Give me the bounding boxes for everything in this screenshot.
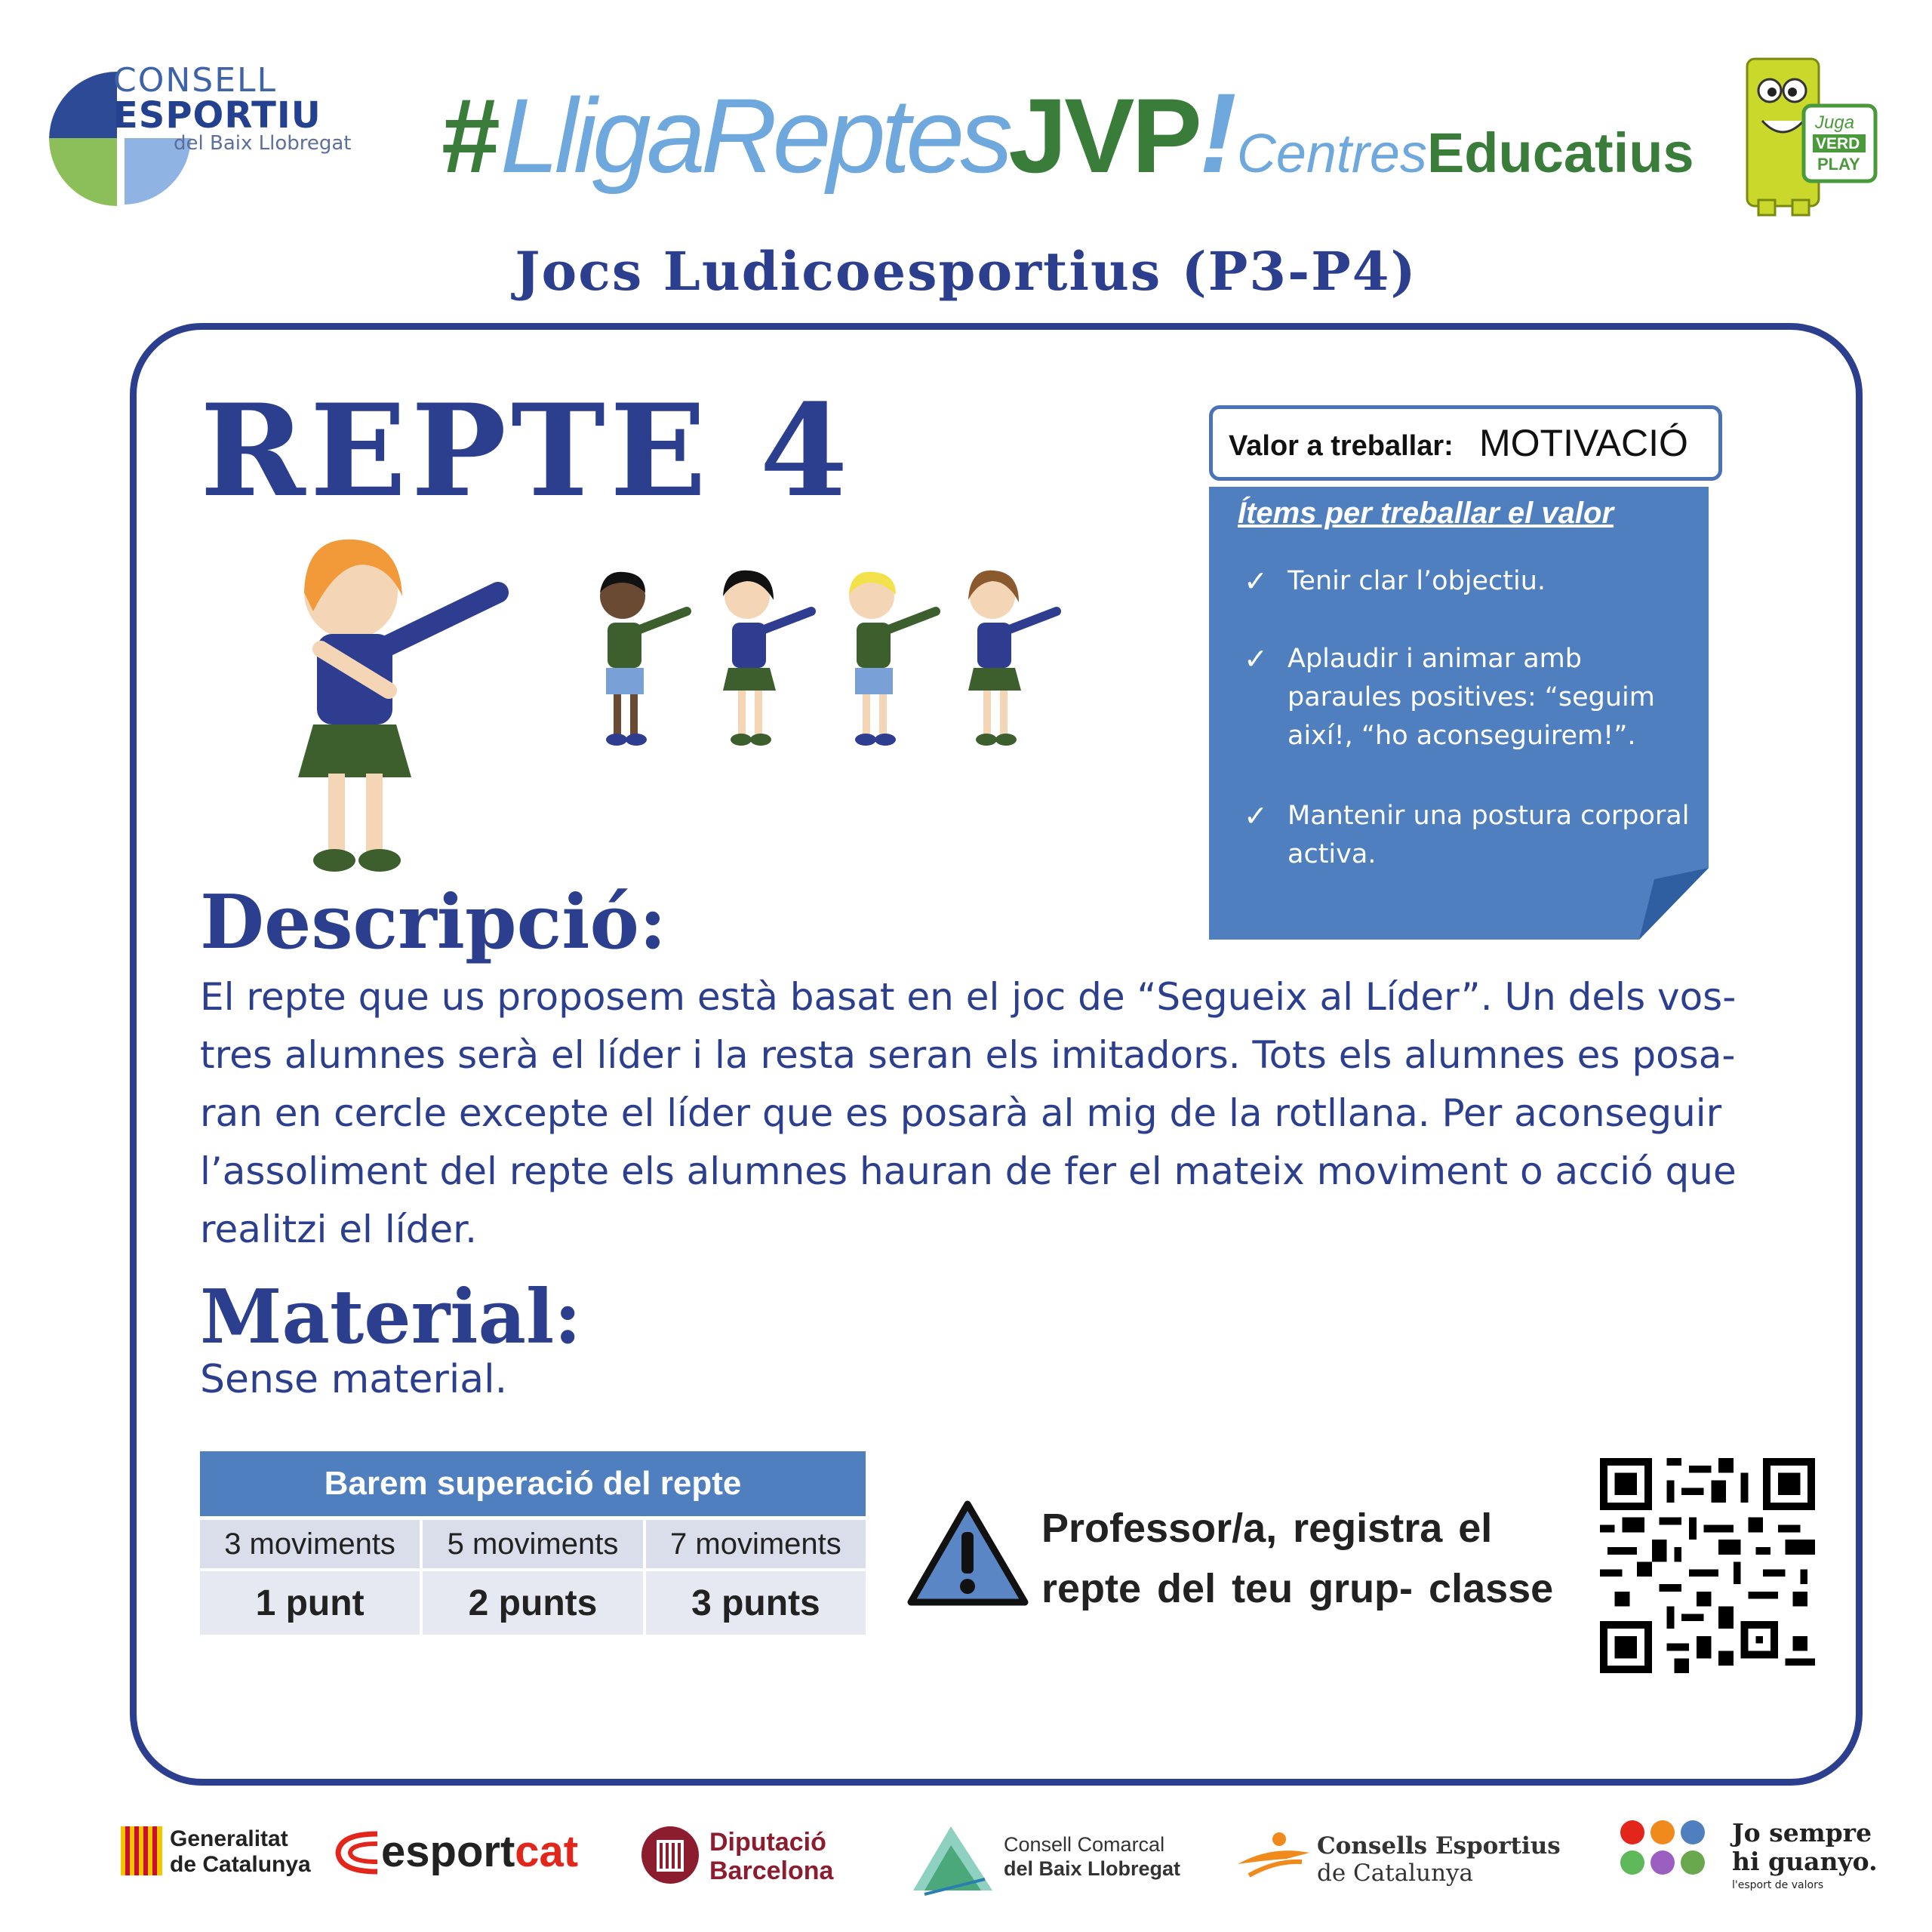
- kid-4: [968, 571, 1057, 746]
- consell-comarcal-logo-icon: [909, 1823, 996, 1898]
- kid-2: [723, 571, 811, 746]
- consell-comarcal-line2: del Baix Llobregat: [1004, 1857, 1181, 1880]
- consell-line2: ESPORTIU: [113, 94, 321, 137]
- diputacio-line2: Barcelona: [709, 1857, 834, 1885]
- description-line: l’assoliment del repte els alumnes hauran de fer el mateix moviment o acció que: [200, 1149, 1737, 1193]
- generalitat-text: [170, 1826, 311, 1878]
- generalitat-logo-icon: [121, 1826, 162, 1875]
- item-1-text: Tenir clar l’objectiu.: [1287, 566, 1546, 596]
- diputacio-text: [709, 1828, 833, 1885]
- jo-sempre-hi-guanyo-text: [1732, 1819, 1878, 1876]
- hashtag-symbol: #: [441, 76, 500, 195]
- kid-1: [600, 572, 687, 746]
- item-2: [1238, 640, 1698, 755]
- jo-sempre-hi-guanyo-dots: [1619, 1819, 1724, 1902]
- mascot-juga: Juga: [1815, 112, 1855, 133]
- material-text: Sense material.: [200, 1357, 508, 1402]
- description-line: tres alumnes serà el líder i la resta seran els imitadors. Tots els alumnes es posa-: [200, 1033, 1736, 1077]
- hashtag-educatius: Educatius: [1426, 122, 1694, 184]
- girl-figure: [298, 540, 498, 872]
- barem-punts-cell: 1 punt: [200, 1570, 421, 1635]
- material-heading: Material:: [200, 1274, 582, 1361]
- consell-line3: del Baix Llobregat: [174, 132, 352, 155]
- description-text: [200, 968, 1830, 1259]
- qr-code[interactable]: [1600, 1458, 1815, 1673]
- barem-moviments-cell: 7 moviments: [645, 1518, 866, 1571]
- mascot-verd: VERD: [1816, 135, 1860, 152]
- barem-table: [200, 1451, 866, 1635]
- consell-esportiu-text: [113, 61, 352, 155]
- kids-dabbing-illustration: [275, 521, 1075, 883]
- check-icon: ✓: [1244, 565, 1268, 598]
- repte-title: REPTE 4: [200, 376, 853, 525]
- barem-moviments-cell: 3 moviments: [200, 1518, 421, 1571]
- description-heading: Descripció:: [200, 879, 667, 966]
- consell-comarcal-text: [1004, 1832, 1180, 1881]
- barem-punts-cell: 3 punts: [645, 1570, 866, 1635]
- valor-label: Valor a treballar:: [1229, 430, 1454, 462]
- generalitat-line2: de Catalunya: [170, 1852, 311, 1877]
- jo-line1: Jo sempre: [1732, 1818, 1872, 1847]
- esportcat-esport: esport: [381, 1827, 515, 1876]
- consells-esportius-text: [1317, 1832, 1561, 1887]
- consell-line1: CONSELL: [113, 61, 278, 100]
- hashtag-centres: Centres: [1236, 124, 1427, 184]
- esportcat-cat: cat: [515, 1827, 579, 1876]
- warning-icon: [906, 1498, 1030, 1607]
- description-line: realitzi el líder.: [200, 1208, 477, 1251]
- consells-esportius-line1: Consells Esportius: [1317, 1832, 1561, 1860]
- kid-3: [849, 572, 936, 746]
- item-3: [1238, 797, 1698, 874]
- description-line: El repte que us proposem està basat en el joc de “Segueix al Líder”. Un dels vos-: [200, 975, 1737, 1019]
- register-line1: Professor/a, registra el: [1041, 1506, 1493, 1551]
- page-subtitle: Jocs Ludicoesportius (P3-P4): [515, 240, 1417, 303]
- register-message: [1041, 1498, 1553, 1619]
- hashtag-lliga: LligaReptes: [500, 76, 1009, 195]
- item-2-text: Aplaudir i animar amb paraules positives: “seguim així!, “ho aconseguirem!”.: [1287, 644, 1655, 751]
- diputacio-seal-icon: [640, 1825, 700, 1885]
- check-icon: ✓: [1244, 642, 1268, 675]
- consells-esportius-line2: de Catalunya: [1317, 1860, 1474, 1887]
- register-line2: repte del teu grup- classe: [1041, 1566, 1554, 1611]
- items-title: Ítems per treballar el valor: [1238, 497, 1614, 530]
- barem-moviments-cell: 5 moviments: [421, 1518, 645, 1571]
- valor-value: MOTIVACIÓ: [1479, 422, 1688, 464]
- item-3-text: Mantenir una postura corporal activa.: [1287, 801, 1690, 869]
- juga-verd-play-mascot: [1728, 53, 1879, 219]
- hashtag-exclamation: !: [1198, 69, 1237, 196]
- mascot-play: PLAY: [1817, 155, 1860, 174]
- hashtag-jvp: JVP: [1008, 76, 1199, 195]
- jo-subtitle: l'esport de valors: [1732, 1879, 1824, 1891]
- esportcat-swoosh-icon: [332, 1830, 381, 1875]
- diputacio-line1: Diputació: [709, 1828, 826, 1857]
- description-line: ran en cercle excepte el líder que es posarà al mig de la rotllana. Per aconseguir: [200, 1091, 1722, 1135]
- consell-comarcal-line1: Consell Comarcal: [1004, 1833, 1165, 1856]
- barem-punts-cell: 2 punts: [421, 1570, 645, 1635]
- jo-line2: hi guanyo.: [1732, 1847, 1878, 1876]
- esportcat-text: [381, 1826, 578, 1877]
- item-1: [1238, 562, 1698, 601]
- barem-title: Barem superació del repte: [200, 1451, 866, 1518]
- generalitat-line1: Generalitat: [170, 1826, 288, 1851]
- lliga-reptes-hashtag: [441, 68, 1694, 198]
- check-icon: ✓: [1244, 799, 1268, 832]
- consells-esportius-logo-icon: [1234, 1830, 1313, 1883]
